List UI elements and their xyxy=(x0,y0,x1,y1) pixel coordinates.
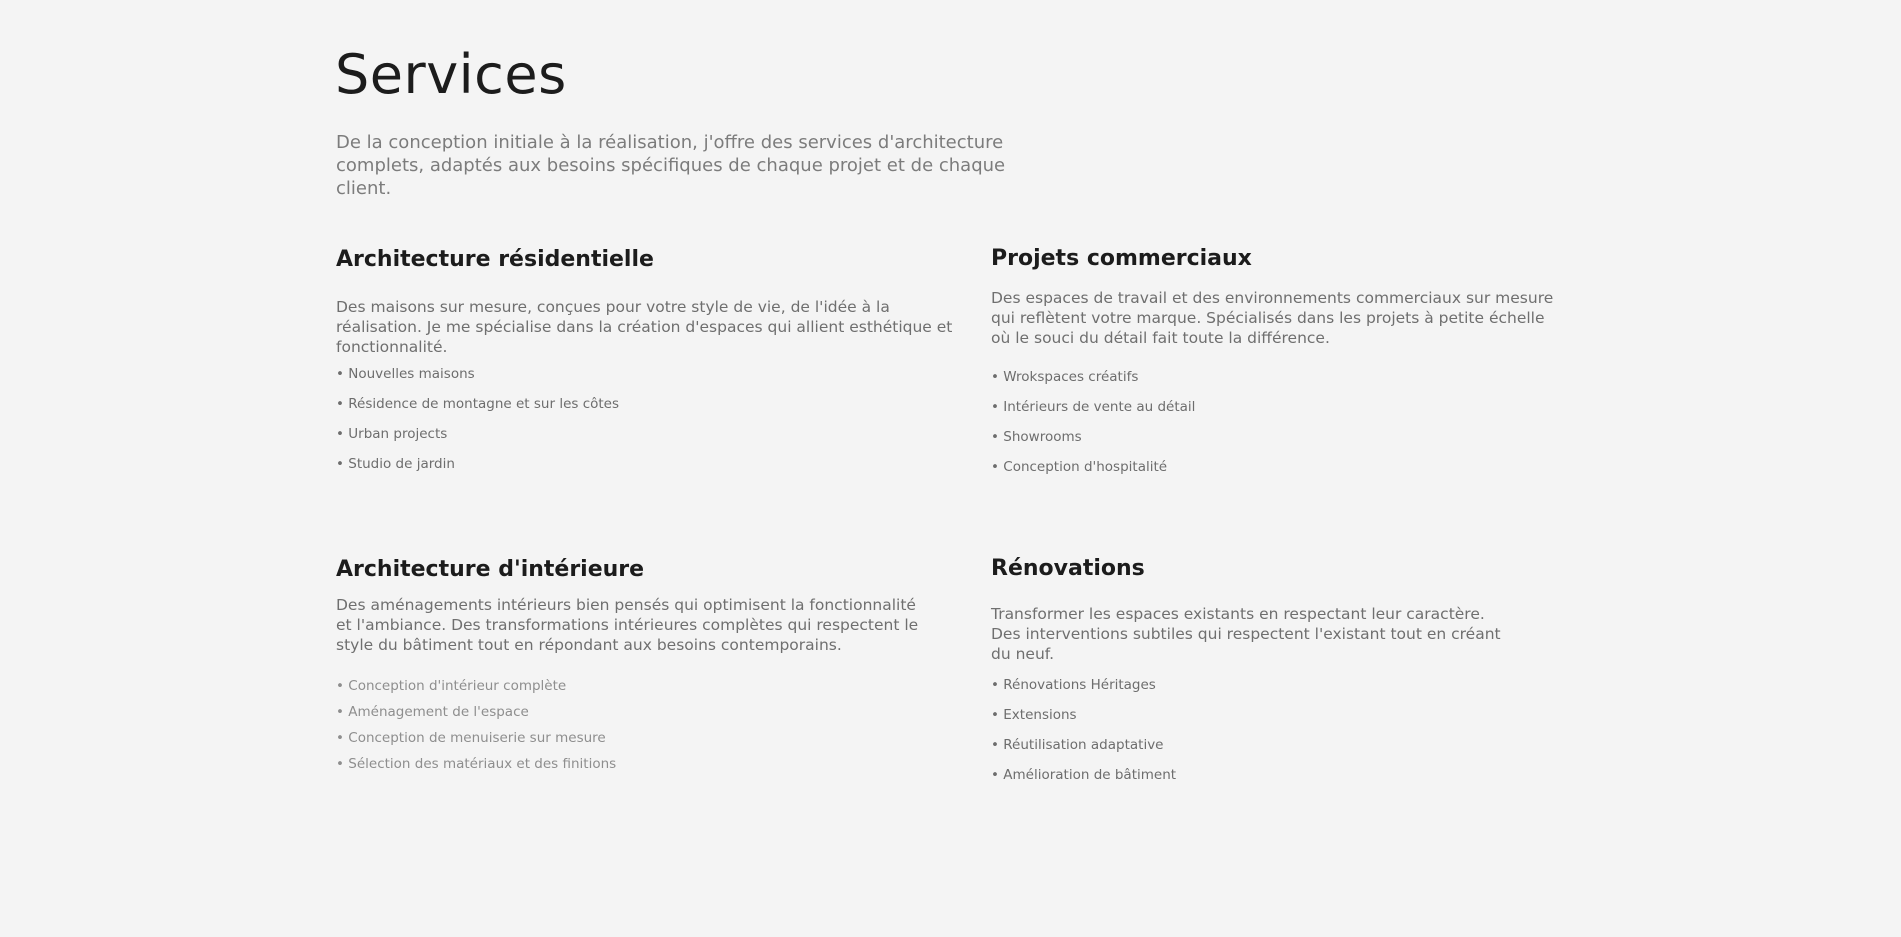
service-title: Projets commerciaux xyxy=(991,246,1252,271)
service-list xyxy=(336,673,616,777)
list-item: • Amélioration de bâtiment xyxy=(991,760,1176,790)
list-item: • Nouvelles maisons xyxy=(336,359,619,389)
service-title: Architecture d'intérieure xyxy=(336,557,645,582)
list-item: • Urban projects xyxy=(336,419,619,449)
list-item: • Extensions xyxy=(991,700,1176,730)
service-list xyxy=(336,359,619,479)
page-intro: De la conception initiale à la réalisation, j'offre des services d'architecture complets, adaptés aux besoins spécifiques de chaque projet et de chaque client. xyxy=(336,132,1006,199)
list-item: • Sélection des matériaux et des finitions xyxy=(336,751,616,777)
service-description: Des aménagements intérieurs bien pensés qui optimisent la fonctionnalité et l'ambiance. Des transformations intérieures complètes qui respectent le style du bâtiment tout en répondant aux besoins contemporains. xyxy=(336,596,919,654)
service-description: Transformer les espaces existants en respectant leur caractère. Des interventions subtiles qui respectent l'existant tout en créant du neuf. xyxy=(991,605,1501,663)
list-item: • Wrokspaces créatifs xyxy=(991,362,1195,392)
service-residential xyxy=(336,245,976,475)
service-title: Architecture résidentielle xyxy=(336,247,654,272)
service-renovations xyxy=(991,554,1631,794)
service-list xyxy=(991,362,1195,482)
list-item: • Rénovations Héritages xyxy=(991,670,1176,700)
page-title: Services xyxy=(335,43,567,106)
service-description: Des espaces de travail et des environnements commerciaux sur mesure qui reflètent votre marque. Spécialisés dans les projets à petite échelle où le souci du détail fait toute la différence. xyxy=(991,289,1554,347)
service-commercial xyxy=(991,244,1631,484)
list-item: • Conception d'intérieur complète xyxy=(336,673,616,699)
list-item: • Conception de menuiserie sur mesure xyxy=(336,725,616,751)
list-item: • Showrooms xyxy=(991,422,1195,452)
list-item: • Résidence de montagne et sur les côtes xyxy=(336,389,619,419)
list-item: • Studio de jardin xyxy=(336,449,619,479)
service-description: Des maisons sur mesure, conçues pour votre style de vie, de l'idée à la réalisation. Je me spécialise dans la création d'espaces qui allient esthétique et fonctionnalité. xyxy=(336,298,953,356)
list-item: • Conception d'hospitalité xyxy=(991,452,1195,482)
list-item: • Aménagement de l'espace xyxy=(336,699,616,725)
list-item: • Réutilisation adaptative xyxy=(991,730,1176,760)
service-interior xyxy=(336,555,976,785)
list-item: • Intérieurs de vente au détail xyxy=(991,392,1195,422)
service-title: Rénovations xyxy=(991,556,1145,581)
service-list xyxy=(991,670,1176,790)
